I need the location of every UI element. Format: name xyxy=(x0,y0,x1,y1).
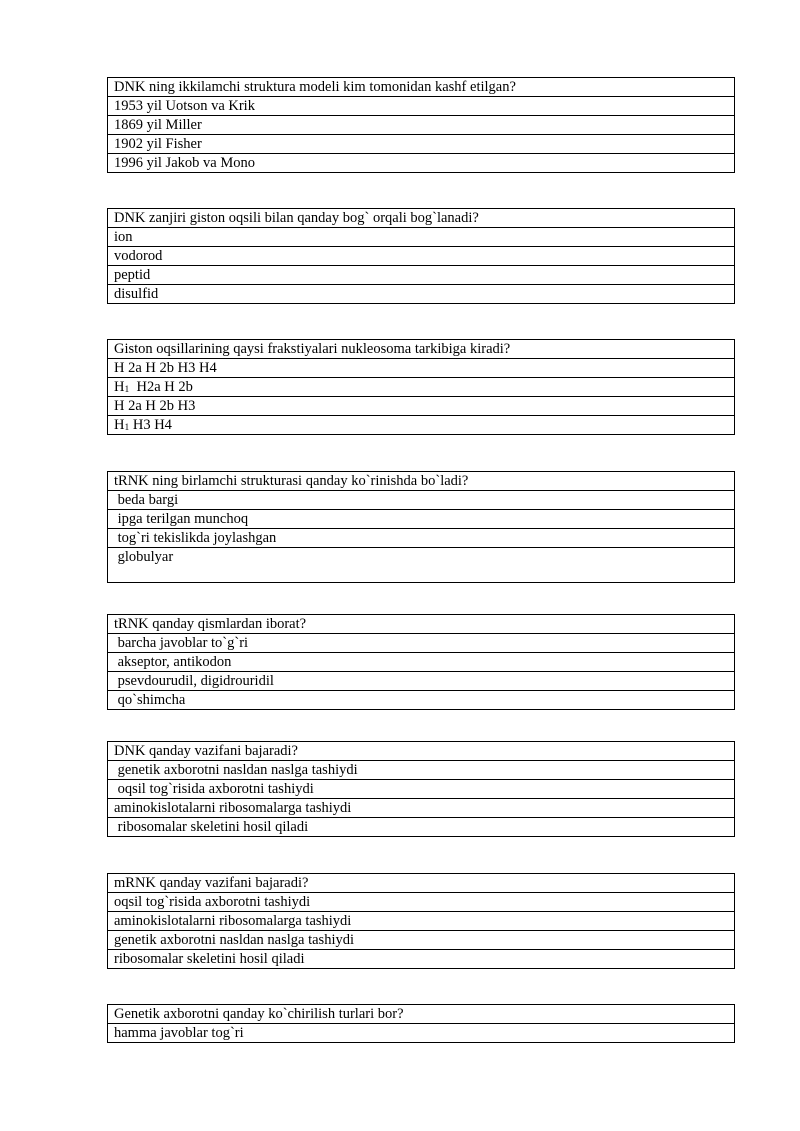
question-table-2 xyxy=(107,208,735,304)
question-table-8 xyxy=(107,1004,735,1043)
answer-option: ribosomalar skeletini hosil qiladi xyxy=(108,950,735,969)
question-table-6 xyxy=(107,741,735,837)
question-table-4 xyxy=(107,471,735,583)
option-suffix: H3 H4 xyxy=(129,417,172,433)
option-prefix: H xyxy=(114,379,125,395)
question-table-7 xyxy=(107,873,735,969)
answer-option xyxy=(108,378,735,397)
answer-option: genetik axborotni nasldan naslga tashiydi xyxy=(108,931,735,950)
answer-option: genetik axborotni nasldan naslga tashiydi xyxy=(108,761,735,780)
subscript: 1 xyxy=(124,385,130,395)
answer-option: ribosomalar skeletini hosil qiladi xyxy=(108,818,735,837)
answer-option: tog`ri tekislikda joylashgan xyxy=(108,529,735,548)
answer-option: barcha javoblar to`g`ri xyxy=(108,634,735,653)
answer-option: 1996 yil Jakob va Mono xyxy=(108,154,735,173)
option-suffix: H2a H 2b xyxy=(129,379,193,395)
option-prefix: H xyxy=(114,417,125,433)
answer-option: H 2a H 2b H3 xyxy=(108,397,735,416)
question-text: Giston oqsillarining qaysi frakstiyalari nukleosoma tarkibiga kiradi? xyxy=(108,340,735,359)
answer-option: ipga terilgan munchoq xyxy=(108,510,735,529)
question-text: Genetik axborotni qanday ko`chirilish turlari bor? xyxy=(108,1005,735,1024)
question-text: tRNK qanday qismlardan iborat? xyxy=(108,615,735,634)
question-table-5 xyxy=(107,614,735,710)
answer-option: 1869 yil Miller xyxy=(108,116,735,135)
answer-option: aminokislotalarni ribosomalarga tashiydi xyxy=(108,912,735,931)
answer-option: psevdourudil, digidrouridil xyxy=(108,672,735,691)
answer-option: oqsil tog`risida axborotni tashiydi xyxy=(108,780,735,799)
question-text: DNK zanjiri giston oqsili bilan qanday bog` orqali bog`lanadi? xyxy=(108,209,735,228)
answer-option: globulyar xyxy=(108,548,735,583)
answer-option: hamma javoblar tog`ri xyxy=(108,1024,735,1043)
answer-option: peptid xyxy=(108,266,735,285)
question-text: DNK qanday vazifani bajaradi? xyxy=(108,742,735,761)
answer-option: qo`shimcha xyxy=(108,691,735,710)
answer-option: ion xyxy=(108,228,735,247)
answer-option: vodorod xyxy=(108,247,735,266)
answer-option: H 2a H 2b H3 H4 xyxy=(108,359,735,378)
answer-option: 1953 yil Uotson va Krik xyxy=(108,97,735,116)
question-table-3 xyxy=(107,339,735,435)
subscript: 1 xyxy=(124,423,130,433)
answer-option: akseptor, antikodon xyxy=(108,653,735,672)
question-table-1 xyxy=(107,77,735,173)
answer-option: aminokislotalarni ribosomalarga tashiydi xyxy=(108,799,735,818)
answer-option: 1902 yil Fisher xyxy=(108,135,735,154)
answer-option: beda bargi xyxy=(108,491,735,510)
question-text: tRNK ning birlamchi strukturasi qanday ko`rinishda bo`ladi? xyxy=(108,472,735,491)
question-text: mRNK qanday vazifani bajaradi? xyxy=(108,874,735,893)
answer-option: disulfid xyxy=(108,285,735,304)
question-text: DNK ning ikkilamchi struktura modeli kim tomonidan kashf etilgan? xyxy=(108,78,735,97)
answer-option: oqsil tog`risida axborotni tashiydi xyxy=(108,893,735,912)
answer-option xyxy=(108,416,735,435)
